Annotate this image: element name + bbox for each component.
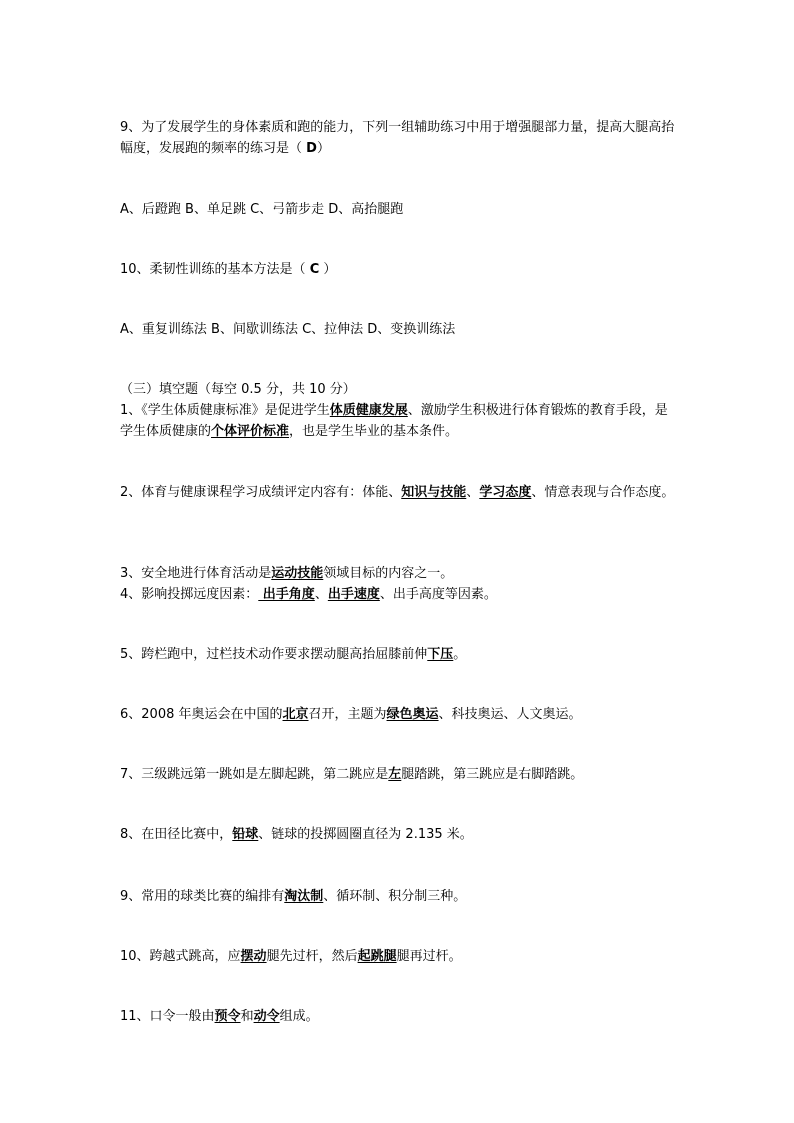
answer-blank: 运动技能 xyxy=(271,566,324,581)
answer-blank: 动令 xyxy=(253,1009,280,1024)
fill-question-3: 3、安全地进行体育活动是运动技能领域目标的内容之一。 xyxy=(120,566,454,581)
fill-question-10: 10、跨越式跳高，应摆动腿先过杆，然后起跳腿腿再过杆。 xyxy=(120,949,462,964)
answer-blank: 学习态度 xyxy=(479,485,532,500)
answer-blank: 出手角度 xyxy=(258,587,315,602)
section-heading: （三）填空题（每空 0.5 分，共 10 分） xyxy=(120,382,356,397)
answer-blank: 预令 xyxy=(214,1009,241,1024)
answer-blank: 铅球 xyxy=(232,827,259,842)
answer-blank: 出手速度 xyxy=(327,587,380,602)
fill-question-5: 5、跨栏跑中，过栏技术动作要求摆动腿高抬屈膝前伸下压。 xyxy=(120,647,467,662)
answer-blank: 知识与技能 xyxy=(401,485,467,500)
choice-question-9: 9、为了发展学生的身体素质和跑的能力，下列一组辅助练习中用于增强腿部力量，提高大腿高抬幅度，发展跑的频率的练习是（ D） xyxy=(120,120,675,156)
answer-blank: 淘汰制 xyxy=(284,889,324,904)
answer-blank: 体质健康发展 xyxy=(329,403,408,418)
answer-blank: 个体评价标准 xyxy=(211,424,290,439)
fill-question-1: 1、《学生体质健康标准》是促进学生体质健康发展、激励学生积极进行体育锻炼的教育手段，是学生体质健康的个体评价标准，也是学生毕业的基本条件。 xyxy=(120,403,668,439)
fill-question-9: 9、常用的球类比赛的编排有淘汰制、循环制、积分制三种。 xyxy=(120,889,467,904)
fill-question-11: 11、口令一般由预令和动令组成。 xyxy=(120,1009,319,1024)
choice-question-10: 10、柔韧性训练的基本方法是（ C ） xyxy=(120,262,337,277)
answer-blank: 摆动 xyxy=(240,949,267,964)
answer-blank: 左 xyxy=(388,767,402,782)
fill-question-6: 6、2008 年奥运会在中国的北京召开，主题为绿色奥运、科技奥运、人文奥运。 xyxy=(120,707,582,722)
answer-blank: 起跳腿 xyxy=(357,949,397,964)
choice-options-10: A、重复训练法 B、间歇训练法 C、拉伸法 D、变换训练法 xyxy=(120,322,456,337)
choice-options-9: A、后蹬跑 B、单足跳 C、弓箭步走 D、高抬腿跑 xyxy=(120,202,404,217)
fill-question-2: 2、体育与健康课程学习成绩评定内容有：体能、知识与技能、学习态度、情意表现与合作态度。 xyxy=(120,485,675,500)
answer-blank: 绿色奥运 xyxy=(386,707,439,722)
answer-letter: C xyxy=(309,262,320,277)
fill-question-7: 7、三级跳远第一跳如是左脚起跳，第二跳应是左腿踏跳，第三跳应是右脚踏跳。 xyxy=(120,767,584,782)
answer-blank: 北京 xyxy=(282,707,309,722)
fill-question-4: 4、影响投掷远度因素： 出手角度、出手速度、出手高度等因素。 xyxy=(120,587,497,602)
answer-blank: 下压 xyxy=(427,647,454,662)
fill-question-8: 8、在田径比赛中，铅球、链球的投掷圆圈直径为 2.135 米。 xyxy=(120,827,473,842)
answer-letter: D xyxy=(306,141,317,156)
